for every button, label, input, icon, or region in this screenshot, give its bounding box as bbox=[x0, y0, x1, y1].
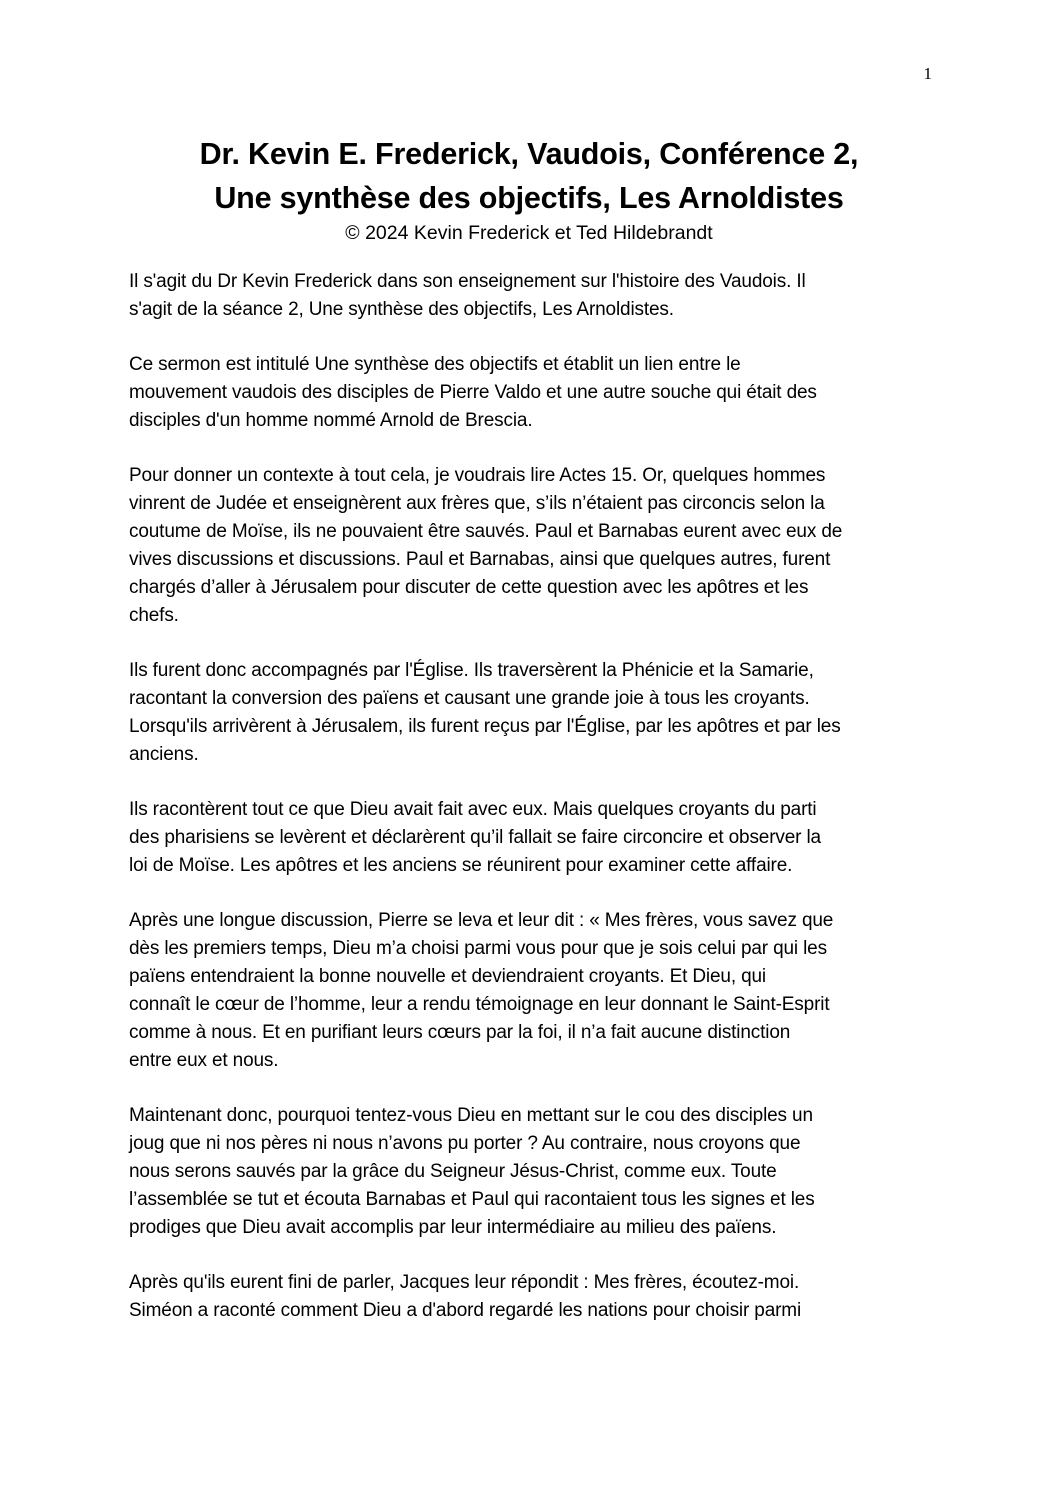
paragraph-line: Ce sermon est intitulé Une synthèse des objectifs et établit un lien entre le bbox=[129, 354, 741, 375]
paragraph-line: chargés d’aller à Jérusalem pour discuter de cette question avec les apôtres et les bbox=[129, 577, 809, 598]
paragraph-line: loi de Moïse. Les apôtres et les anciens se réunirent pour examiner cette affaire. bbox=[129, 855, 793, 876]
paragraph bbox=[129, 462, 939, 630]
paragraph-line: Après qu'ils eurent fini de parler, Jacques leur répondit : Mes frères, écoutez-moi. bbox=[129, 1272, 800, 1293]
paragraph bbox=[129, 268, 939, 324]
paragraph-line: Après une longue discussion, Pierre se leva et leur dit : « Mes frères, vous savez que bbox=[129, 910, 834, 931]
paragraph-line: païens entendraient la bonne nouvelle et deviendraient croyants. Et Dieu, qui bbox=[129, 966, 767, 987]
paragraph bbox=[129, 796, 939, 880]
paragraph bbox=[129, 1102, 939, 1242]
paragraph-line: joug que ni nos pères ni nous n’avons pu porter ? Au contraire, nous croyons que bbox=[129, 1133, 801, 1154]
paragraph-line: comme à nous. Et en purifiant leurs cœurs par la foi, il n’a fait aucune distinction bbox=[129, 1022, 791, 1043]
paragraph-line: dès les premiers temps, Dieu m’a choisi parmi vous pour que je sois celui par qui les bbox=[129, 938, 827, 959]
paragraph-line: vives discussions et discussions. Paul et Barnabas, ainsi que quelques autres, furent bbox=[129, 549, 831, 570]
paragraph bbox=[129, 1269, 939, 1325]
title-block bbox=[110, 132, 948, 246]
document-body bbox=[129, 268, 939, 1352]
page-number: 1 bbox=[923, 64, 932, 83]
paragraph-line: Maintenant donc, pourquoi tentez-vous Dieu en mettant sur le cou des disciples un bbox=[129, 1105, 813, 1126]
paragraph-line: prodiges que Dieu avait accomplis par leur intermédiaire au milieu des païens. bbox=[129, 1217, 777, 1238]
paragraph-line: l’assemblée se tut et écouta Barnabas et Paul qui racontaient tous les signes et les bbox=[129, 1189, 815, 1210]
paragraph bbox=[129, 907, 939, 1075]
paragraph bbox=[129, 657, 939, 769]
paragraph-line: Pour donner un contexte à tout cela, je voudrais lire Actes 15. Or, quelques hommes bbox=[129, 465, 826, 486]
paragraph-line: Lorsqu'ils arrivèrent à Jérusalem, ils furent reçus par l'Église, par les apôtres et par les bbox=[129, 716, 841, 737]
paragraph bbox=[129, 351, 939, 435]
paragraph-line: Il s'agit du Dr Kevin Frederick dans son enseignement sur l'histoire des Vaudois. Il bbox=[129, 271, 806, 292]
paragraph-line: anciens. bbox=[129, 744, 199, 765]
paragraph-line: chefs. bbox=[129, 605, 179, 626]
paragraph-line: coutume de Moïse, ils ne pouvaient être sauvés. Paul et Barnabas eurent avec eux de bbox=[129, 521, 843, 542]
paragraph-line: racontant la conversion des païens et causant une grande joie à tous les croyants. bbox=[129, 688, 810, 709]
paragraph-line: des pharisiens se levèrent et déclarèrent qu’il fallait se faire circoncire et observer la bbox=[129, 827, 821, 848]
document-title-line-1: Dr. Kevin E. Frederick, Vaudois, Conférence 2, bbox=[199, 137, 859, 171]
paragraph-line: Ils furent donc accompagnés par l'Église. Ils traversèrent la Phénicie et la Samarie, bbox=[129, 660, 814, 681]
paragraph-line: mouvement vaudois des disciples de Pierre Valdo et une autre souche qui était des bbox=[129, 382, 817, 403]
document-title-line-2: Une synthèse des objectifs, Les Arnoldistes bbox=[214, 181, 844, 215]
paragraph-line: s'agit de la séance 2, Une synthèse des objectifs, Les Arnoldistes. bbox=[129, 299, 674, 320]
paragraph-line: nous serons sauvés par la grâce du Seigneur Jésus-Christ, comme eux. Toute bbox=[129, 1161, 777, 1182]
paragraph-line: disciples d'un homme nommé Arnold de Brescia. bbox=[129, 410, 533, 431]
paragraph-line: vinrent de Judée et enseignèrent aux frères que, s’ils n’étaient pas circoncis selon la bbox=[129, 493, 825, 514]
paragraph-line: connaît le cœur de l’homme, leur a rendu témoignage en leur donnant le Saint-Esprit bbox=[129, 994, 830, 1015]
copyright-notice: © 2024 Kevin Frederick et Ted Hildebrandt bbox=[345, 222, 713, 244]
paragraph-line: Ils racontèrent tout ce que Dieu avait fait avec eux. Mais quelques croyants du parti bbox=[129, 799, 817, 820]
paragraph-line: entre eux et nous. bbox=[129, 1050, 279, 1071]
paragraph-line: Siméon a raconté comment Dieu a d'abord regardé les nations pour choisir parmi bbox=[129, 1300, 802, 1321]
